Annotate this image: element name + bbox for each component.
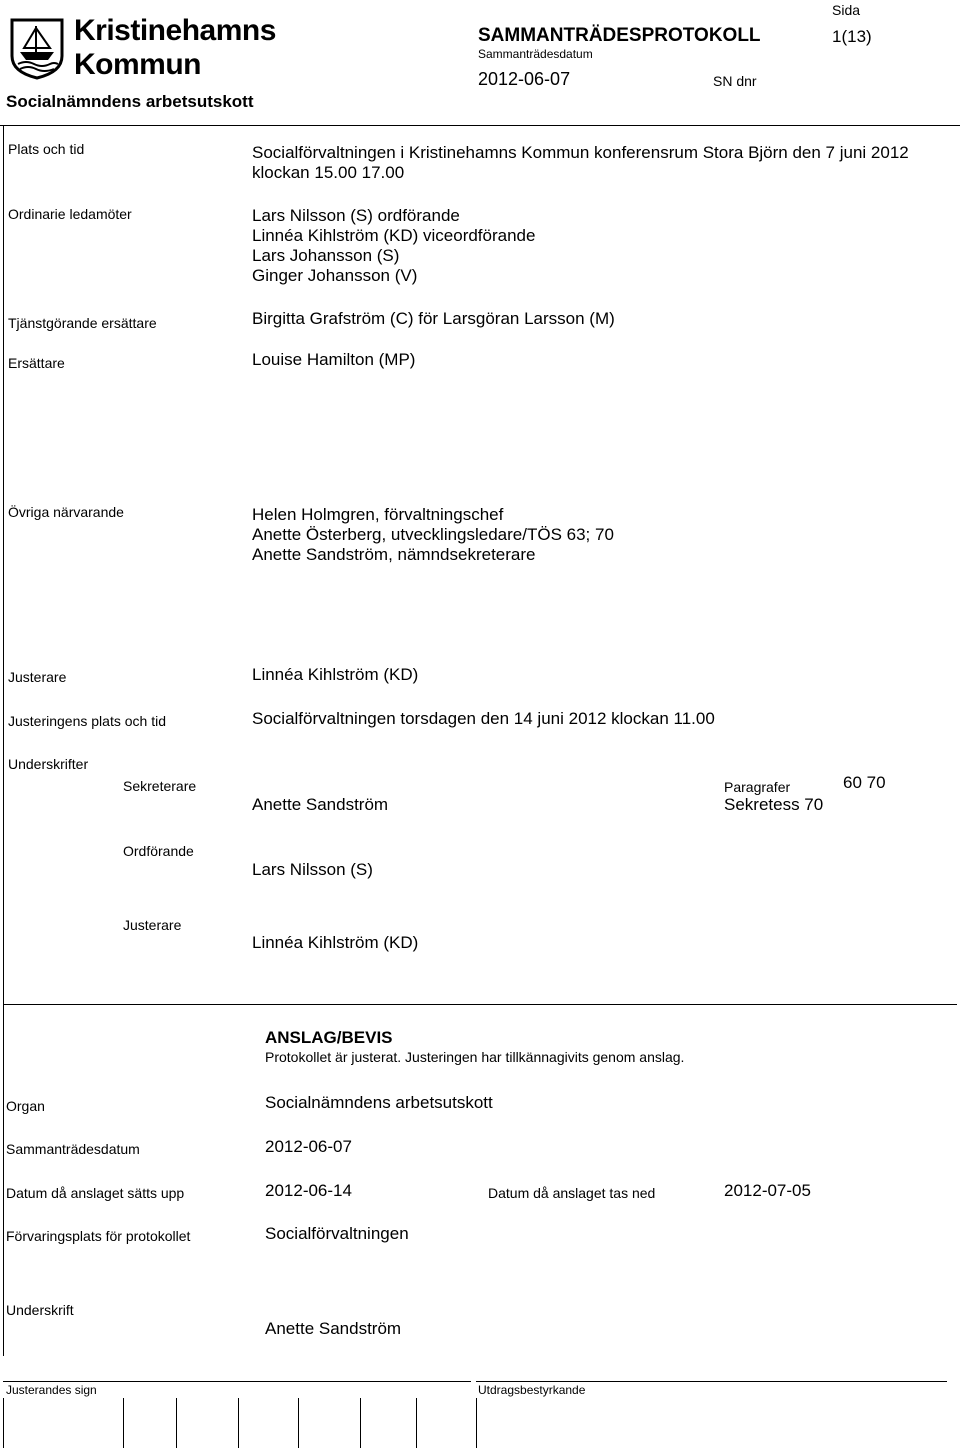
header-rule — [0, 125, 960, 126]
adjust-place-label: Justeringens plats och tid — [8, 713, 166, 729]
storage-label: Förvaringsplats för protokollet — [6, 1228, 191, 1244]
document-type: SAMMANTRÄDESPROTOKOLL — [478, 25, 761, 46]
serving-substitutes: Birgitta Grafström (C) för Larsgöran Larsson (M) — [252, 309, 615, 328]
storage-value: Socialförvaltningen — [265, 1224, 409, 1243]
place-line-2: klockan 15.00 17.00 — [252, 163, 405, 182]
notice-meeting-date: 2012-06-07 — [265, 1137, 352, 1156]
sign-box-divider — [3, 1398, 4, 1448]
sign-box-divider — [476, 1398, 477, 1448]
list-item: Ginger Johansson (V) — [252, 266, 418, 285]
place-line-1: Socialförvaltningen i Kristinehamns Kommun konferensrum Stora Björn den 7 juni 2012 — [252, 143, 909, 162]
place-label: Plats och tid — [8, 141, 85, 157]
meeting-date: 2012-06-07 — [478, 69, 571, 89]
meeting-date-label: Sammanträdesdatum — [478, 47, 593, 61]
committee-name: Socialnämndens arbetsutskott — [6, 92, 254, 111]
ship-seal-icon — [6, 14, 68, 80]
footer-rule-left — [3, 1381, 471, 1382]
adjuster-label: Justerare — [8, 669, 67, 685]
members-list — [252, 206, 535, 286]
adjust-place: Socialförvaltningen torsdagen den 14 juni 2012 klockan 11.00 — [252, 709, 715, 728]
list-item: Anette Österberg, utvecklingsledare/TÖS 63; 70 — [252, 525, 614, 544]
confidential-paragraphs: Sekretess 70 — [724, 795, 824, 814]
notice-signature-name: Anette Sandström — [265, 1319, 402, 1338]
list-item: Anette Sandström, nämndsekreterare — [252, 545, 536, 564]
page-number: 1(13) — [832, 27, 872, 46]
substitutes-label: Ersättare — [8, 355, 65, 371]
left-frame-line — [3, 125, 4, 1005]
paragraphs-label: Paragrafer — [724, 779, 791, 795]
others-list — [252, 505, 614, 565]
members-label: Ordinarie ledamöter — [8, 206, 132, 222]
extract-label: Utdragsbestyrkande — [478, 1383, 586, 1397]
chair-name: Lars Nilsson (S) — [252, 860, 373, 879]
notice-meeting-date-label: Sammanträdesdatum — [6, 1141, 140, 1157]
footer-rule-right — [476, 1381, 947, 1382]
page-label: Sida — [832, 2, 861, 18]
sig-adjuster-name: Linnéa Kihlström (KD) — [252, 933, 419, 952]
serving-substitutes-label: Tjänstgörande ersättare — [8, 315, 157, 331]
list-item: Lars Johansson (S) — [252, 246, 400, 265]
list-item: Lars Nilsson (S) ordförande — [252, 206, 460, 225]
paragraphs-range: 60 70 — [843, 773, 886, 792]
secretary-name: Anette Sandström — [252, 795, 389, 814]
section-rule — [3, 1004, 957, 1005]
notice-left-line — [3, 1004, 4, 1356]
sign-box-divider — [123, 1398, 124, 1448]
chair-label: Ordförande — [123, 843, 194, 859]
sign-box-divider — [416, 1398, 417, 1448]
sign-box-divider — [176, 1398, 177, 1448]
sign-box-divider — [360, 1398, 361, 1448]
list-item: Linnéa Kihlström (KD) viceordförande — [252, 226, 536, 245]
organ-value: Socialnämndens arbetsutskott — [265, 1093, 493, 1112]
notice-signature-label: Underskrift — [6, 1302, 74, 1318]
list-item: Helen Holmgren, förvaltningschef — [252, 505, 504, 524]
posted-date: 2012-06-14 — [265, 1181, 352, 1200]
removed-date: 2012-07-05 — [724, 1181, 811, 1200]
municipal-logo — [6, 14, 276, 84]
sign-box-divider — [298, 1398, 299, 1448]
notice-title: ANSLAG/BEVIS — [265, 1028, 393, 1047]
posted-date-label: Datum då anslaget sätts upp — [6, 1185, 185, 1201]
adjuster: Linnéa Kihlström (KD) — [252, 665, 419, 684]
logo-line-1: Kristinehamns — [74, 14, 276, 47]
others-label: Övriga närvarande — [8, 504, 124, 520]
removed-date-label: Datum då anslaget tas ned — [488, 1185, 656, 1201]
sig-adjuster-label: Justerare — [123, 917, 182, 933]
logo-line-2: Kommun — [74, 48, 201, 81]
secretary-label: Sekreterare — [123, 778, 197, 794]
organ-label: Organ — [6, 1098, 45, 1114]
sn-dnr-label: SN dnr — [713, 73, 757, 89]
signatures-label: Underskrifter — [8, 756, 89, 772]
adjusters-sign-label: Justerandes sign — [6, 1383, 97, 1397]
sign-box-divider — [238, 1398, 239, 1448]
substitutes: Louise Hamilton (MP) — [252, 350, 416, 369]
notice-subtitle: Protokollet är justerat. Justeringen har tillkännagivits genom anslag. — [265, 1049, 685, 1065]
